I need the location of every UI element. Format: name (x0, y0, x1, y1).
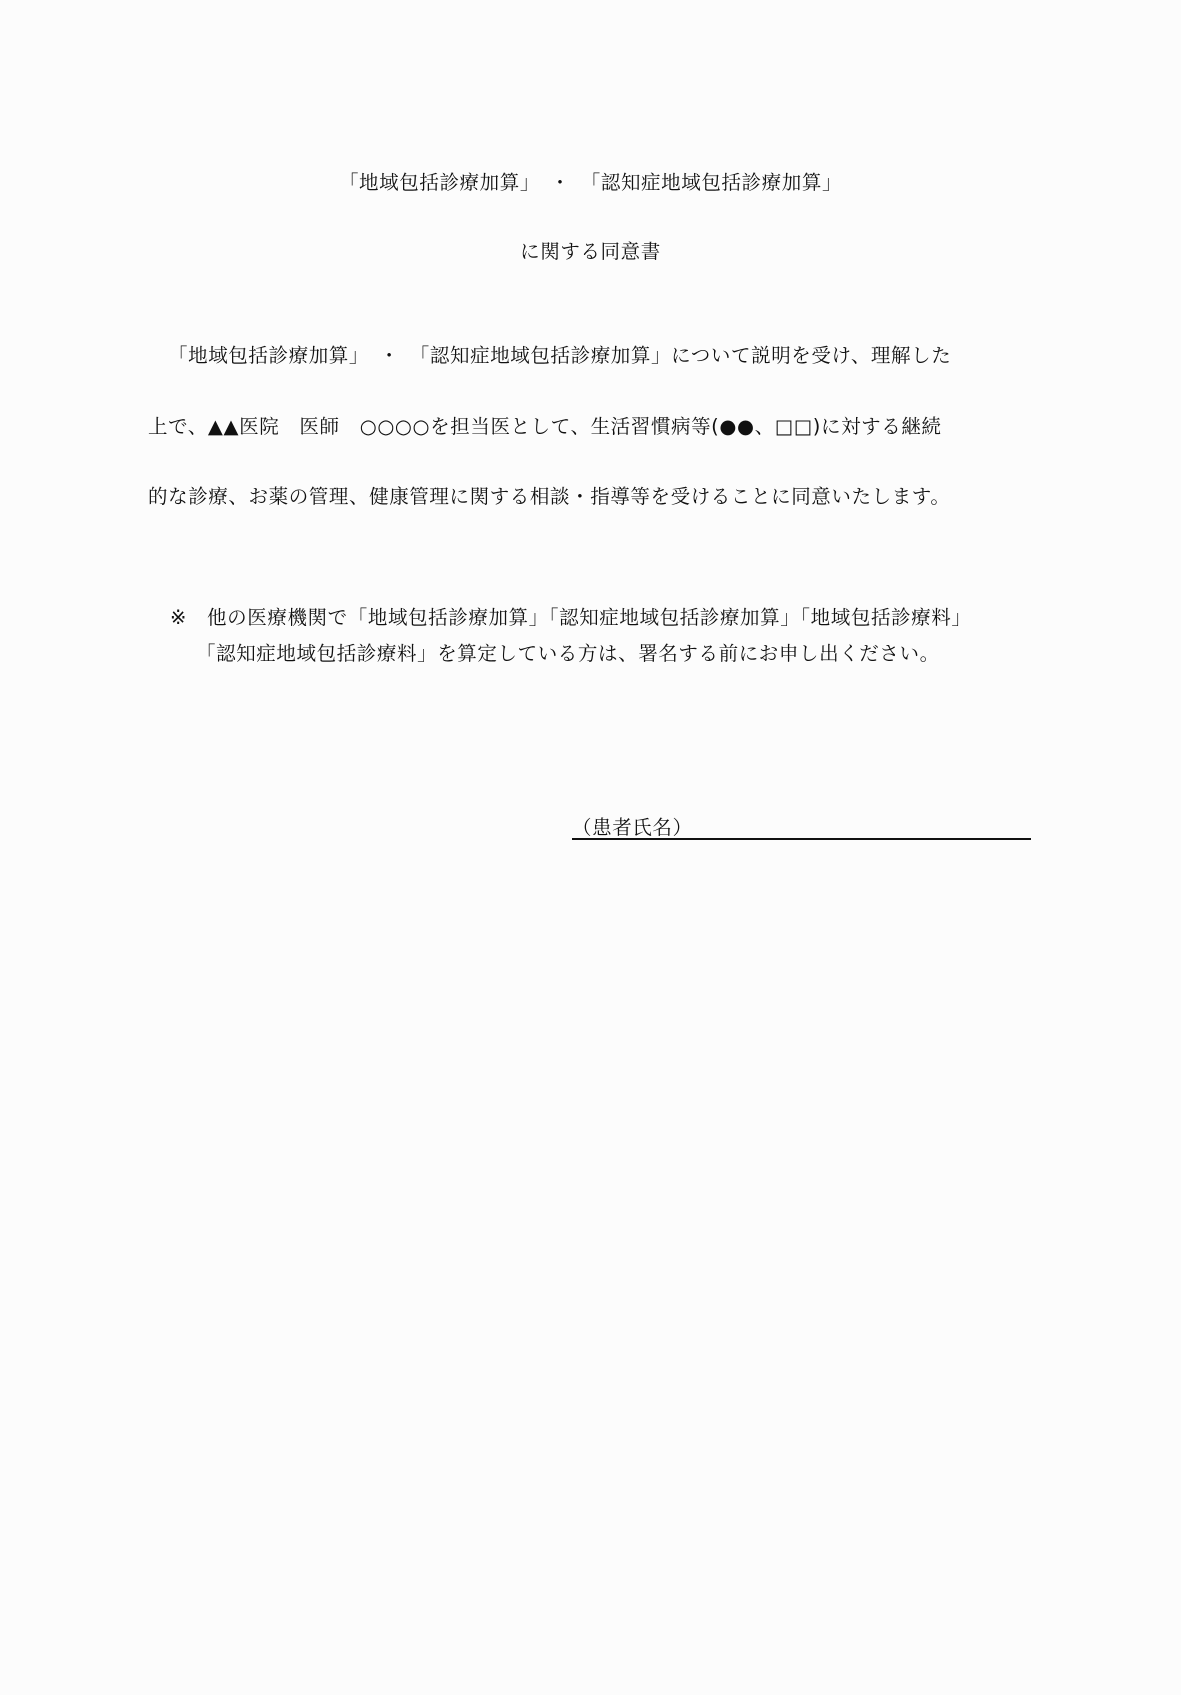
note-line-2: 「認知症地域包括診療料」を算定している方は、署名する前にお申し出ください。 (196, 642, 940, 665)
patient-signature-field[interactable] (572, 812, 1031, 840)
note-line-1: ※ 他の医療機関で「地域包括診療加算」「認知症地域包括診療加算」「地域包括診療料」 (170, 606, 972, 629)
patient-name-label: （患者氏名） (572, 816, 693, 839)
document-title-line2: に関する同意書 (520, 240, 661, 263)
body-line-3: 的な診療、お薬の管理、健康管理に関する相談・指導等を受けることに同意いたします。 (148, 485, 951, 508)
body-line-1: 「地域包括診療加算」 ・ 「認知症地域包括診療加算」について説明を受け、理解した (168, 344, 952, 367)
body-line-2: 上で、▲▲医院 医師 ○○○○を担当医として、生活習慣病等(●●、□□)に対する継続 (148, 415, 942, 438)
document-title-line1: 「地域包括診療加算」 ・ 「認知症地域包括診療加算」 (338, 171, 843, 194)
